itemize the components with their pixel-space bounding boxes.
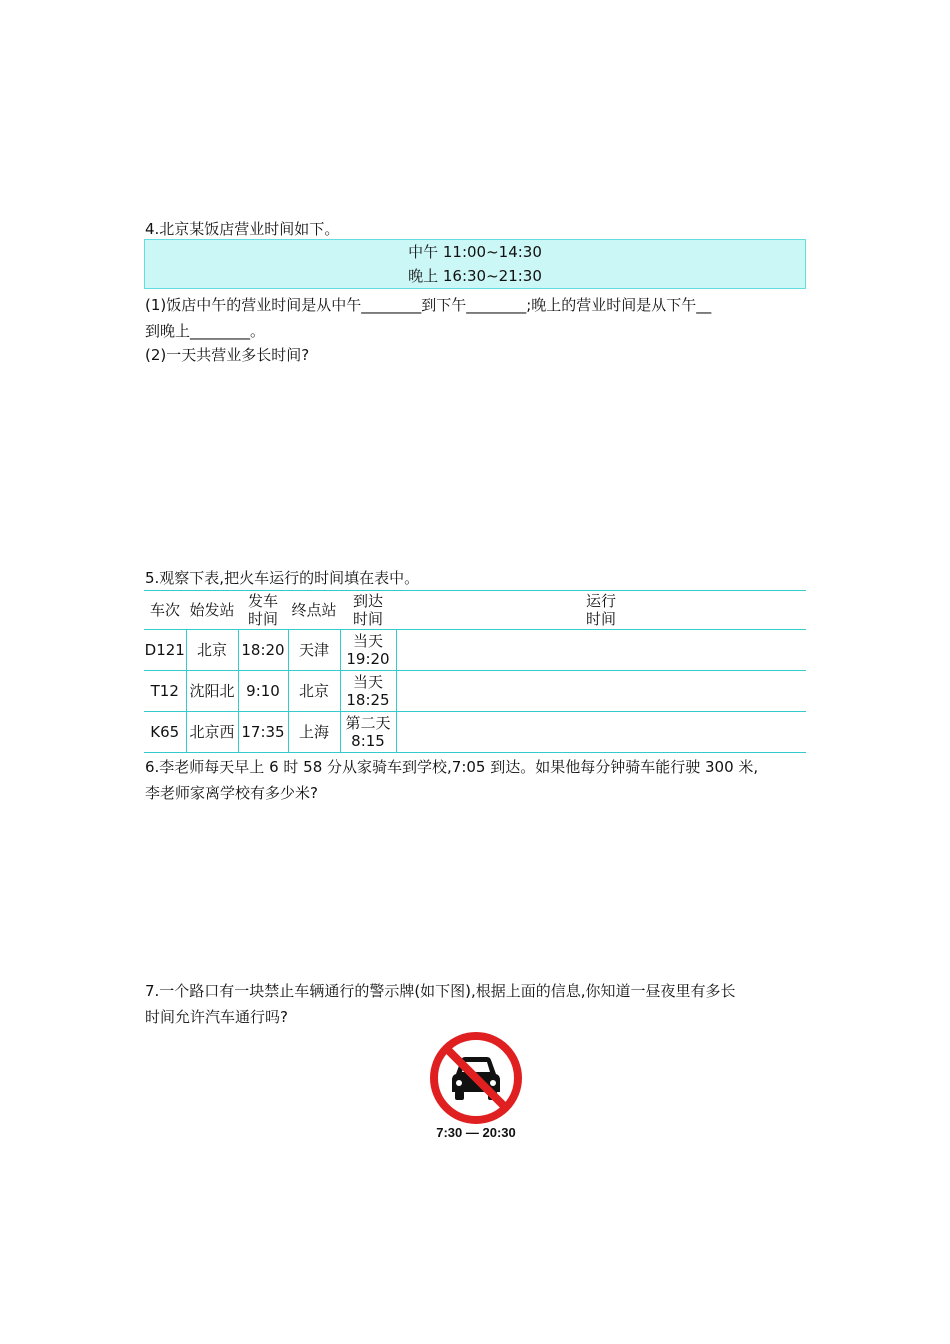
cell-run-answer[interactable] [396,630,806,671]
table-row [144,671,806,712]
cell-train-no: D121 [144,630,186,671]
q6-line1: 6.李老师每天早上 6 时 58 分从家骑车到学校,7:05 到达。如果他每分钟骑车能行驶 300 米, [145,758,759,776]
header-run-2: 时间 [585,610,616,628]
cell-arrive-time: 8:15 [351,732,385,750]
header-depart [238,591,288,630]
table-row [144,630,806,671]
cell-from: 沈阳北 [186,671,238,712]
cell-arrive-day: 第二天 [345,714,391,732]
q4-part1-line1: (1)饭店中午的营业时间是从中午________到下午________;晚上的营业时间是从下午__ [145,296,712,314]
cell-arrive [340,671,396,712]
hours-noon: 中午 11:00~14:30 [408,243,542,261]
cell-from: 北京西 [186,712,238,753]
table-header-row [144,591,806,630]
q4-title: 4.北京某饭店营业时间如下。 [145,220,340,238]
cell-arrive [340,630,396,671]
cell-arrive [340,712,396,753]
q5-title: 5.观察下表,把火车运行的时间填在表中。 [145,569,420,587]
business-hours-box [144,239,806,289]
cell-depart: 18:20 [238,630,288,671]
cell-run-answer[interactable] [396,712,806,753]
cell-train-no: K65 [144,712,186,753]
no-car-icon [428,1030,524,1126]
cell-to: 上海 [288,712,340,753]
q4-part2: (2)一天共营业多长时间? [145,346,310,364]
header-arrive [340,591,396,630]
cell-arrive-day: 当天 [352,632,383,650]
q6-line2: 李老师家离学校有多少米? [145,784,318,802]
cell-depart: 17:35 [238,712,288,753]
header-run-1: 运行 [585,592,616,610]
cell-to: 北京 [288,671,340,712]
q7-line1: 7.一个路口有一块禁止车辆通行的警示牌(如下图),根据上面的信息,你知道一昼夜里有多长 [145,982,736,1000]
cell-arrive-time: 18:25 [346,691,390,709]
header-run [396,591,806,630]
header-depart-1: 发车 [247,592,278,610]
q4-part1-line2: 到晚上________。 [145,322,266,340]
header-train-no: 车次 [144,591,186,630]
cell-arrive-time: 19:20 [346,650,390,668]
train-table [144,590,806,753]
cell-train-no: T12 [144,671,186,712]
cell-from: 北京 [186,630,238,671]
hours-evening: 晚上 16:30~21:30 [408,267,542,285]
header-depart-2: 时间 [247,610,278,628]
table-row [144,712,806,753]
q7-line2: 时间允许汽车通行吗? [145,1008,288,1026]
header-arrive-2: 时间 [352,610,383,628]
header-from: 始发站 [186,591,238,630]
cell-to: 天津 [288,630,340,671]
cell-run-answer[interactable] [396,671,806,712]
cell-depart: 9:10 [238,671,288,712]
header-to: 终点站 [288,591,340,630]
header-arrive-1: 到达 [352,592,383,610]
cell-arrive-day: 当天 [352,673,383,691]
sign-caption: 7:30 — 20:30 [436,1125,516,1140]
